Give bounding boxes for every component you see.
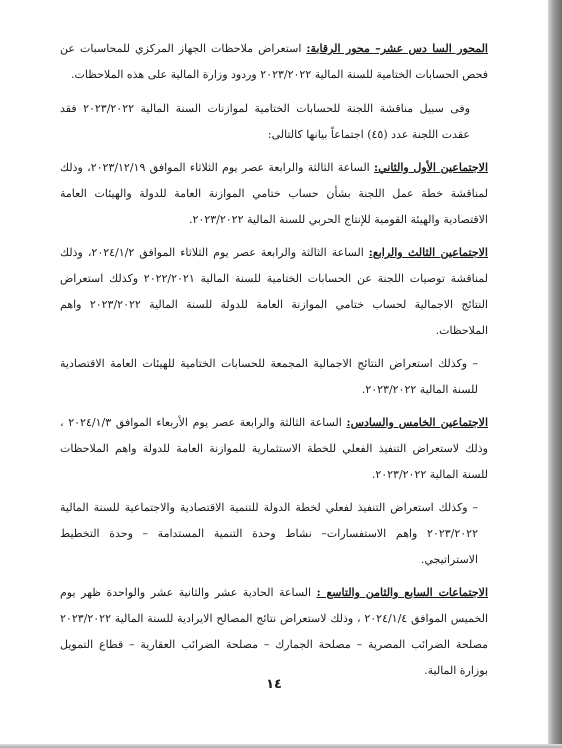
paragraph-meetings-3-4 (60, 240, 488, 344)
paragraph-axis-16 (60, 36, 488, 88)
text-meetings-intro: وفى سبيل مناقشة اللجنة للحسابات الختامية لموازنات السنة المالية ٢٠٢٣/٢٠٢٢ فقد عقدت اللجنة عدد (٤٥) اجتماعاً بيانها كالتالى: (60, 102, 470, 141)
text-economic-bodies: – وكذلك استعراض النتائج الاجمالية المجمعة للحسابات الختامية للهيئات العامة الاقتصادية للسنة المالية ٢٠٢٣/٢٠٢٢. (60, 357, 478, 396)
paragraph-meetings-1-2 (60, 155, 488, 233)
paragraph-meetings-intro (60, 96, 488, 148)
heading-meetings-3-4: الاجتماعين الثالث والرابع: (368, 246, 488, 259)
document-body (60, 36, 488, 691)
text-axis-16: استعراض ملاحظات الجهاز المركزي للمحاسبات عن فحص الحسابات الختامية للسنة المالية ٢٠٢٣/٢٠٢٢ وردود وزارة المالية على هذه الملاحظات. (60, 42, 488, 81)
text-meetings-5-6: الساعة الثالثة والرابعة عصر يوم الأربعاء الموافق ٢٠٢٤/١/٣ ، وذلك لاستعراض التنفيذ الفعلي للخطة الاستثمارية للموازنة العامة للدولة واهم الملاحظات للسنة المالية ٢٠٢٣/٢٠٢٢. (60, 416, 488, 481)
heading-meetings-5-6: الاجتماعين الخامس والسادس: (346, 416, 488, 429)
page-shadow-right (548, 0, 562, 748)
page-shadow-bottom (0, 744, 562, 748)
heading-axis-16: المحور السا دس عشر– محور الرقابة: (306, 42, 488, 55)
paragraph-economic-bodies (60, 351, 488, 403)
heading-meetings-7-9: الاجتماعات السابع والثامن والتاسع : (316, 586, 488, 599)
paragraph-meetings-5-6 (60, 410, 488, 488)
text-state-plan: – وكذلك استعراض التنفيذ لفعلي لخطة الدولة للتنمية الاقتصادية والاجتماعية للسنة المالية ٢٠٢٣/٢٠٢٢ واهم الاستفسارات– نشاط وحدة التنمية المستدامة – وحدة التخطيط الاستراتيجي. (60, 501, 478, 566)
page-number: ١٤ (266, 677, 282, 692)
paragraph-state-plan (60, 495, 488, 573)
text-meetings-3-4: الساعة الثالثة والرابعة عصر يوم الثلاثاء الموافق ٢٠٢٤/١/٢، وذلك لمناقشة توصيات اللجنة عن الحسابات الختامية للسنة المالية ٢٠٢٢/٢٠٢١ وكذلك استعراض النتائج الاجمالية لحساب ختامي الموازنة العامة للدولة للسنة المالية ٢٠٢٣/٢٠٢٢ واهم الملاحظات. (60, 246, 488, 337)
text-meetings-1-2: الساعة الثالثة والرابعة عصر يوم الثلاثاء الموافق ٢٠٢٣/١٢/١٩، وذلك لمناقشة خطة عمل اللجنة بشأن حساب ختامي الموازنة العامة للدولة والهيئات العامة الاقتصادية والهيئة القومية للإنتاج الحربي للسنة المالية ٢٠٢٣/٢٠٢٢. (60, 161, 488, 226)
heading-meetings-1-2: الاجتماعين الأول والثاني: (374, 161, 489, 174)
paragraph-meetings-7-9 (60, 580, 488, 684)
text-meetings-7-9: الساعة الحادية عشر والثانية عشر والواحدة ظهر يوم الخميس الموافق ٢٠٢٤/١/٤ ، وذلك لاستعراض نتائج المصالح الايرادية للسنة المالية ٢٠٢٣/٢٠٢٢ مصلحة الضرائب المصرية – مصلحة الجمارك – مصلحة الضرائب العقارية – قطاع التمويل بوزارة المالية. (60, 586, 488, 677)
